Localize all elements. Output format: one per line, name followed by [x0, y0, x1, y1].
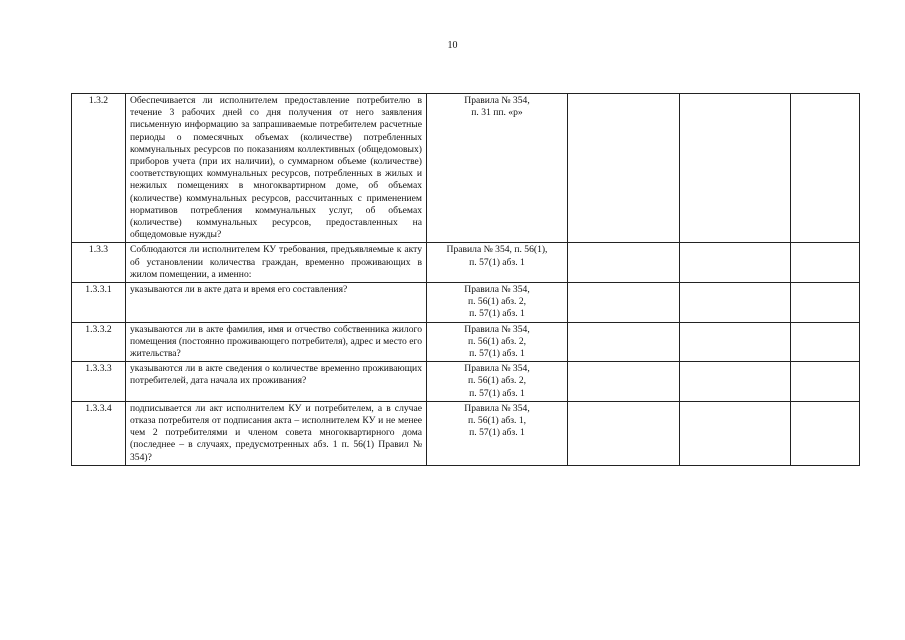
reference-line: п. 57(1) абз. 1 — [469, 387, 525, 399]
table-row — [72, 94, 860, 243]
reference-line: п. 56(1) абз. 2, — [467, 335, 527, 347]
item-number: 1.3.3 — [72, 243, 126, 283]
answer-cell — [791, 243, 860, 283]
reference-line: п. 31 пп. «р» — [471, 107, 523, 119]
answer-cell — [568, 243, 680, 283]
reference-line: Правила № 354, — [464, 284, 530, 296]
question-text: подписывается ли акт исполнителем КУ и потребителем, а в случае отказа потребителя от подписания акта – исполнителем КУ и не менее чем 2 потребителями и членом совета многоквартирного дома (последнее – в случаях, предусмотренных абз. 1 п. 56(1) Правил № 354)? — [126, 401, 427, 465]
table-row — [72, 401, 860, 465]
reference-line: Правила № 354, — [464, 95, 530, 106]
table-row — [72, 362, 860, 402]
reference-line: п. 57(1) абз. 1 — [469, 348, 525, 360]
reference-line: Правила № 354, п. 56(1), — [446, 244, 548, 256]
reference-line: Правила № 354, — [464, 323, 530, 335]
reference-line: п. 57(1) абз. 1 — [469, 308, 525, 320]
answer-cell — [568, 94, 680, 243]
answer-cell — [680, 94, 791, 243]
answer-cell — [568, 362, 680, 402]
question-text: указываются ли в акте сведения о количестве временно проживающих потребителей, дата начала их проживания? — [126, 362, 427, 402]
item-number: 1.3.3.4 — [72, 401, 126, 465]
item-number: 1.3.3.2 — [72, 322, 126, 362]
table-row — [72, 243, 860, 283]
answer-cell — [791, 283, 860, 323]
checklist-table — [71, 93, 860, 466]
answer-cell — [680, 322, 791, 362]
question-text: Соблюдаются ли исполнителем КУ требования, предъявляемые к акту об установлении количества граждан, временно проживающих в жилом помещении, а именно: — [126, 243, 427, 283]
table-row — [72, 322, 860, 362]
answer-cell — [791, 401, 860, 465]
legal-reference — [427, 401, 568, 465]
legal-reference — [427, 283, 568, 323]
reference-line: п. 56(1) абз. 2, — [467, 375, 527, 387]
table-row — [72, 283, 860, 323]
reference-line: п. 57(1) абз. 1 — [469, 427, 525, 439]
page-number: 10 — [447, 40, 458, 51]
answer-cell — [680, 401, 791, 465]
answer-cell — [680, 283, 791, 323]
answer-cell — [791, 322, 860, 362]
answer-cell — [680, 243, 791, 283]
answer-cell — [568, 283, 680, 323]
question-text: Обеспечивается ли исполнителем предоставление потребителю в течение 3 рабочих дней со дня получения от него заявления письменную информацию за запрашиваемые потребителем расчетные периоды о помесячных объемах (количестве) потребленных коммунальных ресурсов по показаниям коллективных (общедомовых) приборов учета (при их наличии), о суммарном объеме (количестве) соответствующих коммунальных ресурсов, потребленных в жилых и нежилых помещениях в многоквартирном доме, об объемах (количестве) коммунальных ресурсов, рассчитанных с применением нормативов потребления коммунальных услуг, об объемах (количестве) коммунальных ресурсов, предоставленных на общедомовые нужды? — [126, 94, 427, 243]
legal-reference — [427, 362, 568, 402]
reference-line: Правила № 354, — [464, 363, 530, 375]
legal-reference — [427, 94, 568, 243]
item-number: 1.3.3.3 — [72, 362, 126, 402]
answer-cell — [680, 362, 791, 402]
question-text: указываются ли в акте дата и время его составления? — [126, 283, 427, 323]
item-number: 1.3.2 — [72, 94, 126, 243]
reference-line: Правила № 354, — [464, 402, 530, 414]
answer-cell — [568, 401, 680, 465]
answer-cell — [568, 322, 680, 362]
item-number: 1.3.3.1 — [72, 283, 126, 323]
reference-line: п. 56(1) абз. 2, — [467, 296, 527, 308]
reference-line: п. 57(1) абз. 1 — [469, 256, 525, 268]
reference-line: п. 56(1) абз. 1, — [467, 415, 527, 427]
legal-reference — [427, 322, 568, 362]
answer-cell — [791, 362, 860, 402]
legal-reference — [427, 243, 568, 283]
answer-cell — [791, 94, 860, 243]
question-text: указываются ли в акте фамилия, имя и отчество собственника жилого помещения (постоянно проживающего потребителя), адрес и место его жительства? — [126, 322, 427, 362]
